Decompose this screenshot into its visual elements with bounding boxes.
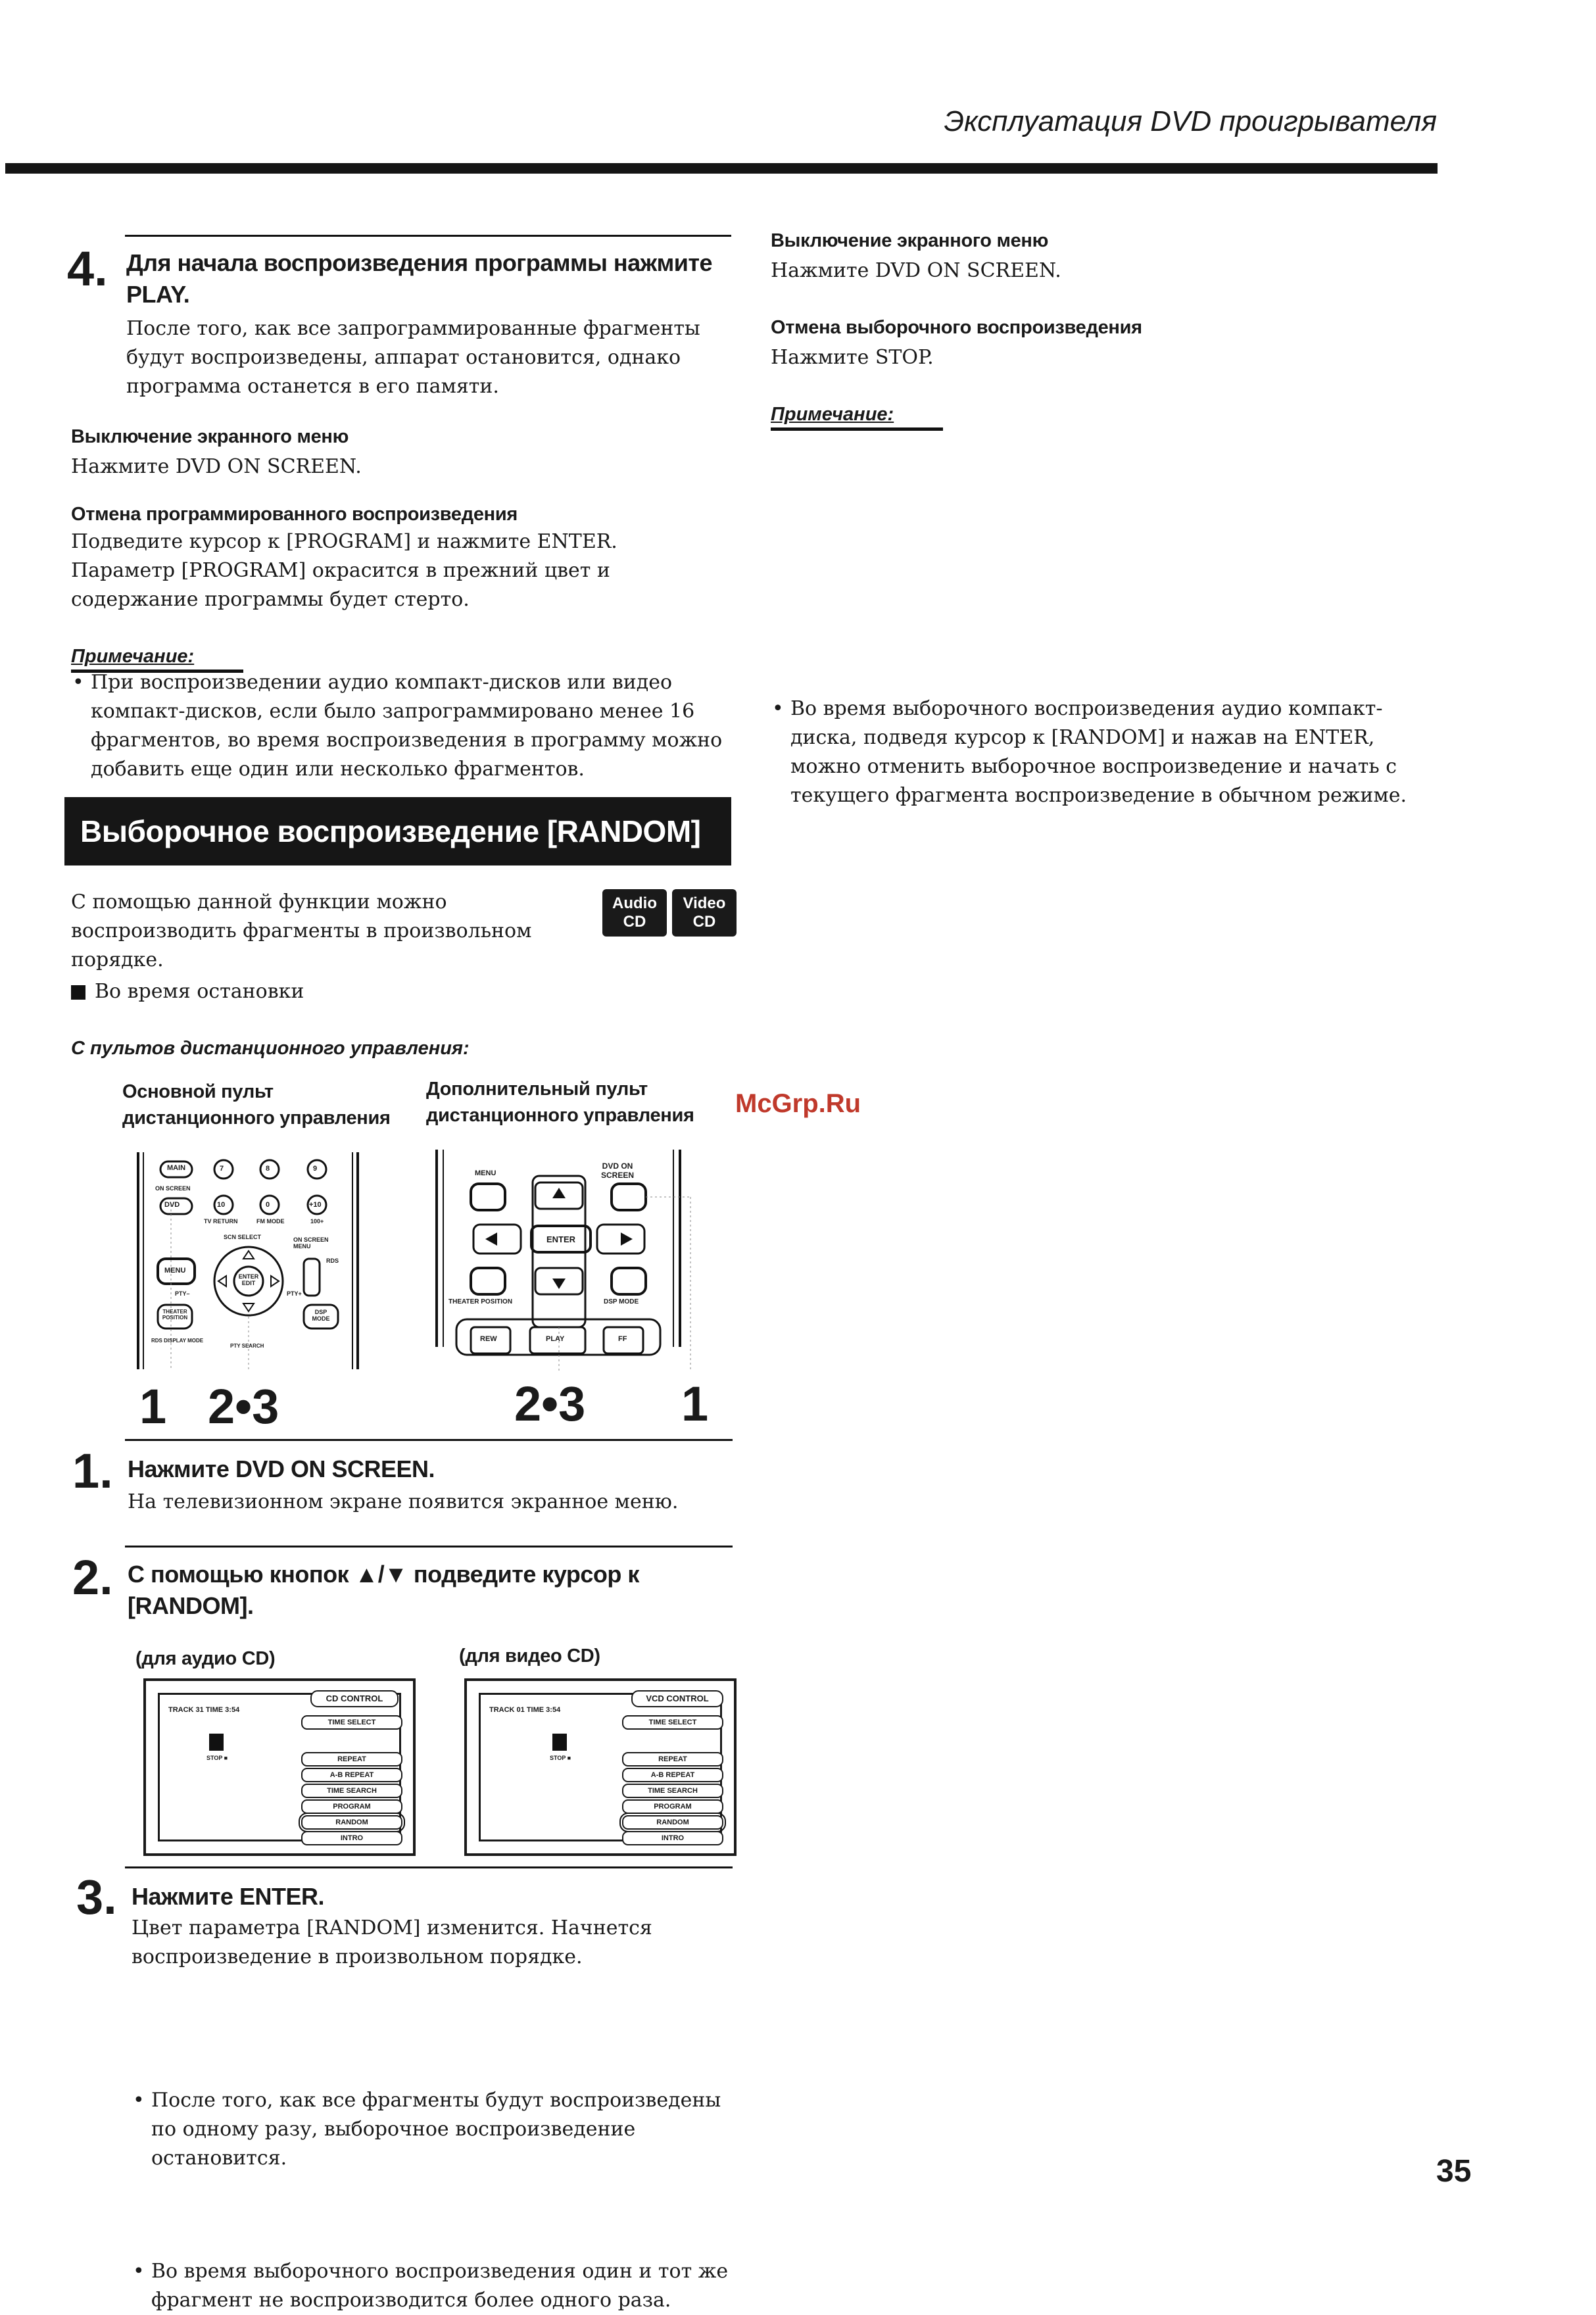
step-3-rule — [125, 1866, 733, 1868]
audio-menu-item-selected: RANDOM — [301, 1815, 402, 1830]
audio-menu-head: CD CONTROL — [310, 1690, 399, 1707]
key-theater-position: THEATER POSITION — [162, 1309, 188, 1321]
key-dsp-mode: DSP MODE — [312, 1309, 330, 1322]
audio-cd-label: (для аудио CD) — [135, 1648, 276, 1669]
step-2-rule — [125, 1546, 733, 1547]
audio-menu-item: PROGRAM — [301, 1799, 402, 1814]
step-1-number: 1. — [72, 1444, 113, 1498]
sub-key-enter: ENTER — [546, 1234, 576, 1244]
audio-menu-item: A-B REPEAT — [301, 1768, 402, 1782]
key-dvd: DVD — [164, 1201, 180, 1209]
key-0: 0 — [266, 1201, 270, 1209]
video-menu-item-selected: RANDOM — [622, 1815, 723, 1830]
audio-stop-square — [209, 1734, 224, 1751]
key-8: 8 — [266, 1165, 270, 1173]
key-10: 10 — [217, 1201, 226, 1209]
note-label: Примечание: — [71, 646, 195, 667]
sub-remote-num-1: 1 — [681, 1377, 709, 1431]
right-off-menu-heading: Выключение экранного меню — [771, 230, 1049, 251]
main-remote-num-23: 2•3 — [208, 1379, 279, 1434]
remote-sub-label: Дополнительный пульт дистанционного управления — [426, 1079, 694, 1126]
stop-condition: Во время остановки — [95, 980, 304, 1003]
main-remote-num-1: 1 — [139, 1379, 167, 1434]
right-note-label: Примечание: — [771, 404, 894, 425]
video-status: TRACK 01 TIME 3:54 — [489, 1706, 561, 1714]
audio-stop-label: STOP ■ — [206, 1755, 228, 1761]
audio-status: TRACK 31 TIME 3:54 — [168, 1706, 240, 1714]
right-off-menu-body: Нажмите DVD ON SCREEN. — [771, 259, 1061, 282]
page-number: 35 — [1436, 2154, 1472, 2189]
key-main: MAIN — [166, 1164, 186, 1172]
key-100plus: 100+ — [310, 1218, 324, 1225]
key-on-screen: ON SCREEN — [155, 1185, 191, 1192]
key-7: 7 — [220, 1165, 224, 1173]
step-4-title: Для начала воспроизведения программы нажмите PLAY. — [126, 249, 713, 308]
sub-key-menu: MENU — [475, 1169, 496, 1177]
video-menu-item: TIME SEARCH — [622, 1784, 723, 1798]
cancel-random-body: Нажмите STOP. — [771, 346, 934, 369]
video-cd-screen — [464, 1678, 737, 1856]
sub-key-ff: FF — [618, 1335, 627, 1343]
off-menu-heading: Выключение экранного меню — [71, 426, 349, 447]
cancel-random-heading: Отмена выборочного воспроизведения — [771, 317, 1142, 338]
random-intro: С помощью данной функции можно воспроизводить фрагменты в произвольном порядке. — [71, 890, 532, 971]
video-cd-label: (для видео CD) — [459, 1645, 600, 1667]
sub-key-play: PLAY — [546, 1335, 565, 1343]
step-1-body: На телевизионном экране появится экранное меню. — [128, 1490, 679, 1513]
key-tv-return: TV RETURN — [204, 1218, 238, 1225]
audio-cd-badge: Audio CD — [602, 889, 667, 937]
key-9: 9 — [313, 1165, 318, 1173]
step-2-title: С помощью кнопок ▲/▼ подведите курсор к [RANDOM]. — [128, 1561, 639, 1619]
step-4-body: После того, как все запрограммированные фрагменты будут воспроизведены, аппарат остановится, однако программа останется в его памяти. — [126, 317, 700, 398]
step-4-number: 4. — [67, 241, 108, 296]
remote-main-label: Основной пульт дистанционного управления — [122, 1081, 391, 1129]
right-note-item: • Во время выборочного воспроизведения аудио компакт-диска, подведя курсор к [RANDOM] и нажав на ENTER, можно отменить выборочное воспроизведение и начать с текущего фрагмента воспроизведение в обычном режиме. — [769, 694, 1448, 810]
off-menu-body: Нажмите DVD ON SCREEN. — [71, 455, 362, 478]
step-1-title: Нажмите DVD ON SCREEN. — [128, 1455, 435, 1482]
step-4-rule — [125, 235, 731, 237]
sub-key-rew: REW — [480, 1335, 497, 1343]
video-menu-item: A-B REPEAT — [622, 1768, 723, 1782]
cancel-program-body: Подведите курсор к [PROGRAM] и нажмите ENTER. Параметр [PROGRAM] окрасится в прежний цвет и содержание программы будет стерто. — [71, 530, 617, 611]
video-menu — [622, 1710, 721, 1845]
key-menu: MENU — [164, 1267, 186, 1275]
key-on-screen-menu: ON SCREEN MENU — [293, 1236, 329, 1250]
audio-menu-item: TIME SELECT — [301, 1715, 402, 1730]
key-pty-minus: PTY– — [175, 1290, 190, 1297]
step-2-number: 2. — [72, 1550, 113, 1605]
video-menu-item: PROGRAM — [622, 1799, 723, 1814]
video-stop-square — [552, 1734, 567, 1751]
page-header-title: Эксплуатация DVD проигрывателя — [944, 105, 1437, 137]
audio-menu-item: TIME SEARCH — [301, 1784, 402, 1798]
video-menu-item: REPEAT — [622, 1752, 723, 1767]
key-pty-search: PTY SEARCH — [230, 1343, 264, 1349]
step-3-bullet: • Во время выборочного воспроизведения один и тот же фрагмент не воспроизводится более одного раза. — [130, 2257, 743, 2315]
key-scn-select: SCN SELECT — [224, 1234, 262, 1240]
audio-menu-item: INTRO — [301, 1831, 402, 1845]
sub-remote-num-23: 2•3 — [514, 1377, 586, 1431]
step-3-bullet: • После того, как все фрагменты будут воспроизведены по одному разу, выборочное воспроизведение остановится. — [130, 2086, 743, 2173]
key-10plus: +10 — [309, 1201, 322, 1209]
note-item: • При воспроизведении аудио компакт-дисков или видео компакт-дисков, если было запрограммировано менее 16 фрагментов, во время воспроизведения в программу можно добавить еще один или несколько фрагментов. — [70, 668, 755, 784]
video-cd-badge: Video CD — [672, 889, 737, 937]
step-1-rule — [125, 1439, 733, 1441]
video-menu-item: TIME SELECT — [622, 1715, 723, 1730]
video-menu-item: INTRO — [622, 1831, 723, 1845]
sub-key-dvd-on-screen: DVD ON SCREEN — [600, 1161, 634, 1180]
key-fm-mode: FM MODE — [256, 1218, 285, 1225]
audio-cd-screen — [143, 1678, 416, 1856]
key-enter-edit: ENTER EDIT — [238, 1273, 259, 1286]
watermark: McGrp.Ru — [735, 1089, 861, 1118]
key-pty-plus: PTY+ — [287, 1290, 302, 1297]
step-3-body: Цвет параметра [RANDOM] изменится. Начнется воспроизведение в произвольном порядке. — [132, 1916, 652, 1968]
step-3-title: Нажмите ENTER. — [132, 1883, 324, 1910]
step-3-number: 3. — [76, 1870, 117, 1924]
video-stop-label: STOP ■ — [550, 1755, 571, 1761]
sub-key-dsp-mode: DSP MODE — [604, 1298, 639, 1305]
section-title-random: Выборочное воспроизведение [RANDOM] — [64, 797, 731, 865]
main-remote-illustration — [132, 1152, 366, 1369]
key-rds-display-mode: RDS DISPLAY MODE — [151, 1338, 204, 1344]
square-bullet-icon — [71, 985, 85, 1000]
sub-key-theater-position: THEATER POSITION — [448, 1298, 513, 1305]
key-rds: RDS — [326, 1257, 339, 1264]
sub-remote-illustration — [430, 1150, 692, 1371]
header-rule — [5, 163, 1438, 174]
audio-menu — [301, 1710, 400, 1845]
right-note-rule — [771, 427, 943, 431]
audio-menu-item: REPEAT — [301, 1752, 402, 1767]
video-menu-head: VCD CONTROL — [631, 1690, 723, 1707]
cancel-program-heading: Отмена программированного воспроизведения — [71, 504, 518, 525]
remote-heading: С пультов дистанционного управления: — [71, 1038, 470, 1059]
